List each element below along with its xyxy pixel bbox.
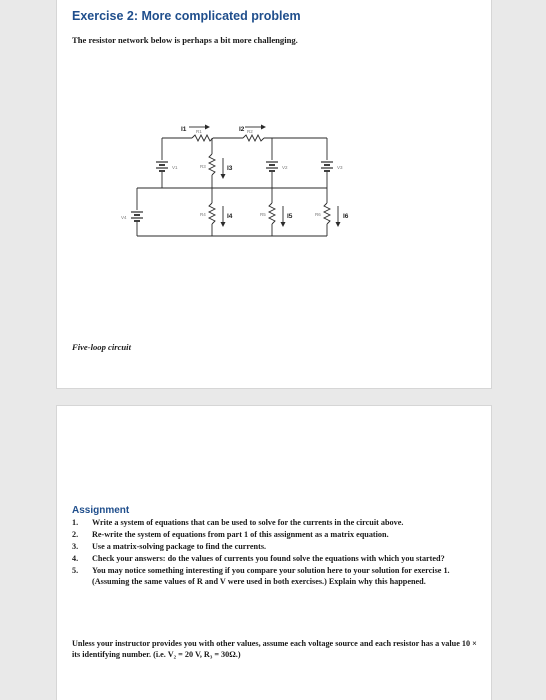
source-label-v3: V3 bbox=[337, 165, 343, 170]
current-label-i3: I3 bbox=[227, 165, 233, 172]
list-item: 3. Use a matrix-solving package to find the currents. bbox=[72, 542, 267, 552]
current-label-i6: I6 bbox=[343, 213, 349, 220]
list-item: 5. You may notice something interesting if you compare your solution here to your solution for exercise 1. (Assuming the same values of R and V were used in both exercises.) Explain why this happened. bbox=[72, 566, 450, 586]
current-label-i2: I2 bbox=[239, 126, 245, 133]
resistor-label-r2: R2 bbox=[247, 129, 253, 134]
five-loop-circuit-diagram bbox=[121, 116, 387, 236]
list-item: 4. Check your answers: do the values of currents you found solve the equations with which you started? bbox=[72, 554, 445, 564]
resistor-label-r6: R6 bbox=[315, 212, 321, 217]
source-label-v4: V4 bbox=[121, 215, 127, 220]
document-page-2 bbox=[56, 405, 492, 700]
source-label-v2: V2 bbox=[282, 165, 288, 170]
current-label-i5: I5 bbox=[287, 213, 293, 220]
current-label-i4: I4 bbox=[227, 213, 233, 220]
exercise-title: Exercise 2: More complicated problem bbox=[72, 9, 301, 23]
list-item: 1. Write a system of equations that can be used to solve for the currents in the circuit above. bbox=[72, 518, 404, 527]
resistor-label-r5: R5 bbox=[260, 212, 266, 217]
source-label-v1: V1 bbox=[172, 165, 178, 170]
resistor-label-r1: R1 bbox=[196, 129, 202, 134]
list-item: 2. Re-write the system of equations from part 1 of this assignment as a matrix equation. bbox=[72, 530, 389, 540]
values-note: Unless your instructor provides you with other values, assume each voltage source and each resistor has a value 10 × its identifying number. (i.e. V₂ = 20 V, R₃ = 30Ω.) bbox=[72, 639, 477, 659]
resistor-label-r4: R4 bbox=[200, 212, 206, 217]
exercise-intro: The resistor network below is perhaps a bit more challenging. bbox=[72, 35, 298, 45]
assignment-list bbox=[72, 518, 477, 589]
current-label-i1: I1 bbox=[181, 126, 187, 133]
resistor-label-r3: R3 bbox=[200, 164, 206, 169]
assignment-title: Assignment bbox=[72, 505, 130, 516]
figure-caption: Five-loop circuit bbox=[72, 342, 131, 352]
document-page-1 bbox=[56, 0, 492, 389]
